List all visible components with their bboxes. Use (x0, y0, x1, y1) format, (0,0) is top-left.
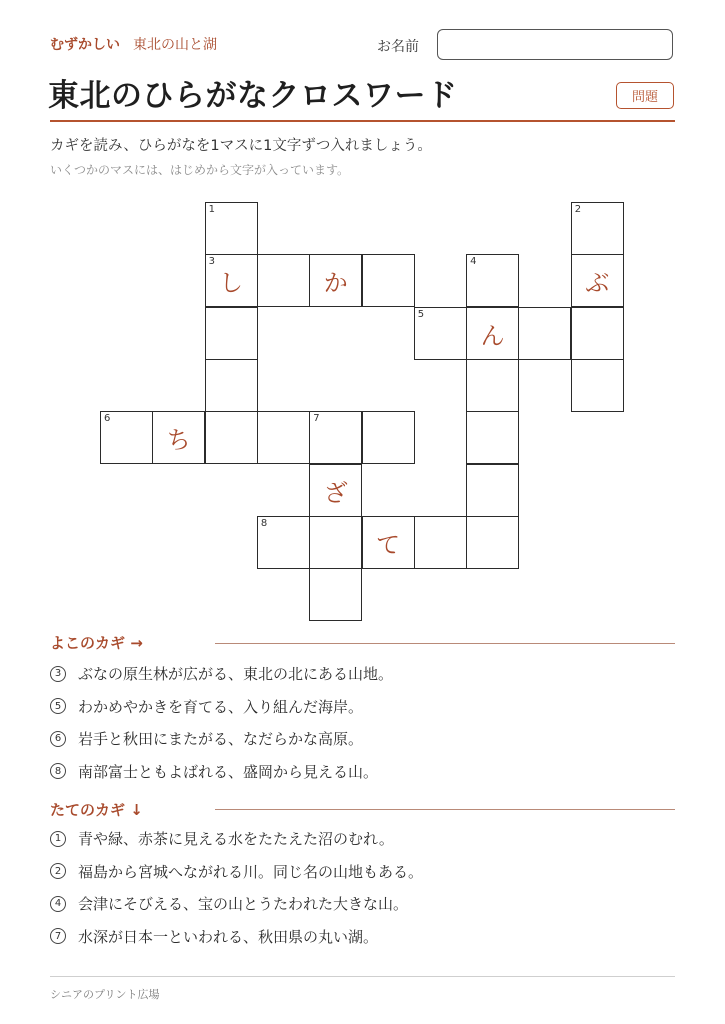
difficulty-label: むずかしい (50, 37, 120, 53)
given-letter: ざ (323, 478, 348, 507)
instruction-note: いくつかのマスには、はじめから文字が入っています。 (50, 163, 350, 177)
crossword-cell[interactable] (571, 307, 624, 360)
clue-number-badge: 2 (50, 863, 66, 879)
footer-divider (50, 976, 675, 977)
crossword-cell[interactable] (205, 254, 258, 307)
given-letter: ち (166, 426, 191, 455)
clue-text: 南部富士ともよばれる、盛岡から見える山。 (78, 762, 379, 781)
clue-number-badge: 1 (50, 831, 66, 847)
clue-item (50, 893, 408, 914)
clue-item (50, 663, 393, 684)
crossword-cell[interactable] (466, 516, 519, 569)
crossword-cell[interactable] (571, 254, 624, 307)
clue-text: わかめやかきを育てる、入り組んだ海岸。 (78, 697, 364, 716)
clue-number-badge: 8 (50, 763, 66, 779)
crossword-cell[interactable] (205, 202, 258, 255)
clue-text: 岩手と秋田にまたがる、なだらかな高原。 (78, 730, 364, 748)
crossword-cell[interactable] (257, 254, 310, 307)
crossword-cell[interactable] (100, 411, 153, 464)
clue-number-badge: 3 (50, 666, 66, 682)
clue-number-badge: 5 (50, 698, 66, 714)
problem-badge: 問題 (616, 82, 674, 109)
given-letter: ん (480, 321, 505, 350)
clue-number-badge: 6 (50, 731, 66, 747)
crossword-cell[interactable] (466, 359, 519, 412)
clue-text: 青や緑、赤茶に見える水をたたえた沼のむれ。 (78, 830, 394, 848)
crossword-cell[interactable] (257, 411, 310, 464)
given-letter: か (323, 269, 348, 298)
clue-number: 5 (417, 308, 425, 320)
clue-number: 2 (574, 204, 582, 215)
clue-text: 水深が日本一といわれる、秋田県の丸い湖。 (78, 927, 379, 946)
across-divider (215, 643, 675, 644)
crossword-cell[interactable] (466, 464, 519, 517)
footer-credit: シニアのプリント広場 (50, 988, 160, 1001)
crossword-cell[interactable] (518, 307, 571, 360)
crossword-cell[interactable] (309, 411, 362, 464)
clue-number: 4 (470, 256, 477, 268)
crossword-cell[interactable] (309, 254, 362, 307)
clue-item (50, 696, 363, 717)
clue-number: 1 (208, 204, 215, 215)
clue-item (50, 861, 423, 882)
crossword-cell[interactable] (362, 411, 415, 464)
topic-label: 東北の山と湖 (133, 37, 217, 53)
down-divider (215, 809, 675, 810)
across-heading: よこのカギ → (50, 634, 143, 652)
given-letter: て (376, 530, 400, 559)
crossword-cell[interactable] (309, 516, 362, 569)
clue-item (50, 761, 378, 782)
down-heading: たてのカギ ↓ (50, 801, 143, 819)
crossword-cell[interactable] (571, 359, 624, 412)
crossword-cell[interactable] (466, 411, 519, 464)
clue-number: 3 (208, 256, 215, 268)
name-label: お名前 (377, 39, 419, 55)
clue-number-badge: 4 (50, 896, 66, 912)
crossword-cell[interactable] (466, 254, 519, 307)
crossword-cell[interactable] (309, 568, 362, 621)
crossword-cell[interactable] (309, 464, 362, 517)
crossword-cell[interactable] (362, 516, 415, 569)
crossword-cell[interactable] (257, 516, 310, 569)
clue-text: 会津にそびえる、宝の山とうたわれた大きな山。 (78, 895, 409, 913)
clue-number: 7 (313, 413, 320, 425)
given-letter: し (219, 269, 244, 298)
clue-number: 8 (260, 517, 268, 529)
clue-text: 福島から宮城へながれる川。同じ名の山地もある。 (78, 862, 424, 881)
clue-item (50, 926, 378, 947)
crossword-cell[interactable] (362, 254, 415, 307)
page-title: 東北のひらがなクロスワード (48, 78, 458, 114)
clue-number: 6 (104, 413, 111, 425)
crossword-cell[interactable] (205, 307, 258, 360)
crossword-cell[interactable] (414, 516, 467, 569)
crossword-cell[interactable] (152, 411, 205, 464)
clue-item (50, 828, 394, 849)
clue-number-badge: 7 (50, 928, 66, 944)
instruction-main: カギを読み、ひらがなを1マスに1文字ずつ入れましょう。 (50, 138, 432, 154)
clue-text: ぶなの原生林が広がる、東北の北にある山地。 (78, 665, 394, 683)
crossword-cell[interactable] (571, 202, 624, 255)
crossword-cell[interactable] (466, 307, 519, 360)
crossword-cell[interactable] (205, 359, 258, 412)
clue-item (50, 728, 363, 749)
crossword-cell[interactable] (414, 307, 467, 360)
crossword-cell[interactable] (205, 411, 258, 464)
given-letter: ぶ (585, 269, 610, 298)
